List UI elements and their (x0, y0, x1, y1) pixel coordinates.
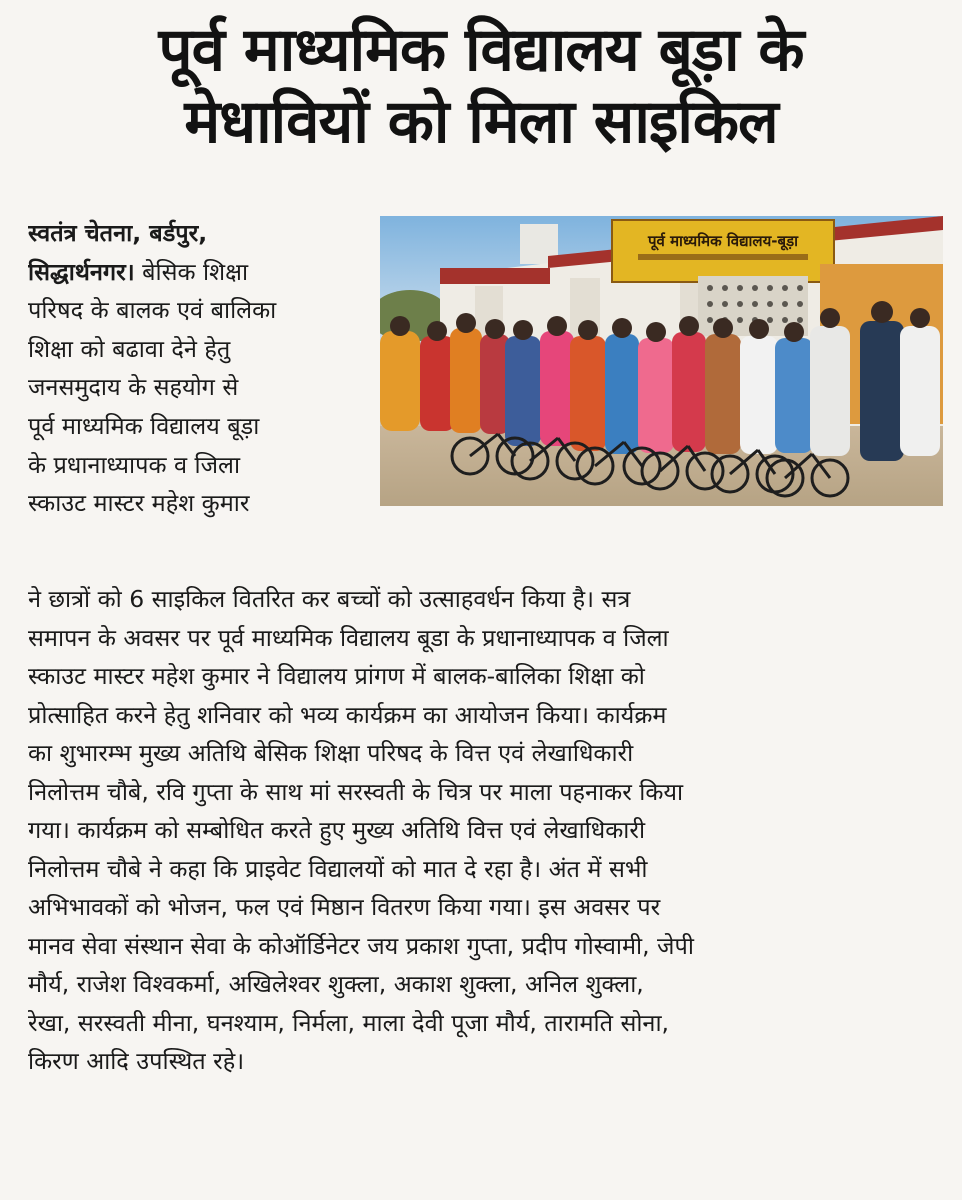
body-line: ने छात्रों को 6 साइकिल वितरित कर बच्चों को उत्साहवर्धन किया है। सत्र (28, 585, 631, 613)
column-line: पूर्व माध्यमिक विद्यालय बूड़ा (28, 411, 260, 440)
article-column-text (28, 214, 368, 523)
headline (14, 14, 948, 158)
school-cycle-distribution-photo (380, 216, 943, 506)
column-line: जनसमुदाय के सहयोग से (28, 373, 239, 402)
headline-line-1: पूर्व माध्यमिक विद्यालय बूड़ा के (158, 15, 804, 85)
body-line: प्रोत्साहित करने हेतु शनिवार को भव्य कार्यक्रम का आयोजन किया। कार्यक्रम (28, 700, 667, 729)
body-line: अभिभावकों को भोजन, फल एवं मिष्ठान वितरण किया गया। इस अवसर पर (28, 893, 661, 921)
byline-line-2 (28, 253, 368, 292)
body-line: समापन के अवसर पर पूर्व माध्यमिक विद्यालय बूडा के प्रधानाध्यापक व जिला (28, 623, 669, 652)
body-line: रेखा, सरस्वती मीना, घनश्याम, निर्मला, माला देवी पूजा मौर्य, तारामति सोना, (28, 1008, 670, 1037)
byline-line-1: स्वतंत्र चेतना, बर्डपुर, (28, 219, 208, 247)
body-line: मानव सेवा संस्थान सेवा के कोऑर्डिनेटर जय प्रकाश गुप्ता, प्रदीप गोस्वामी, जेपी (28, 931, 694, 960)
headline-line-2: मेधावियों को मिला साइकिल (184, 87, 778, 157)
column-line: के प्रधानाध्यापक व जिला (28, 450, 241, 479)
body-line: स्काउट मास्टर महेश कुमार ने विद्यालय प्रांगण में बालक-बालिका शिक्षा को (28, 662, 645, 690)
body-line: मौर्य, राजेश विश्वकर्मा, अखिलेश्वर शुक्ला, अकाश शुक्ला, अनिल शुक्ला, (28, 970, 644, 998)
body-line: निलोत्तम चौबे, रवि गुप्ता के साथ मां सरस्वती के चित्र पर माला पहनाकर किया (28, 777, 684, 806)
body-line: गया। कार्यक्रम को सम्बोधित करते हुए मुख्य अतिथि वित्त एवं लेखाधिकारी (28, 816, 646, 844)
column-line: शिक्षा को बढावा देने हेतु (28, 334, 231, 363)
news-photo (380, 216, 943, 506)
byline-place: सिद्धार्थनगर। (28, 257, 135, 286)
column-line: स्काउट मास्टर महेश कुमार (28, 489, 250, 518)
sign-text: पूर्व माध्यमिक विद्यालय-बूड़ा (647, 232, 799, 250)
body-line: किरण आदि उपस्थित रहे। (28, 1047, 245, 1075)
body-line: का शुभारम्भ मुख्य अतिथि बेसिक शिक्षा परिषद के वित्त एवं लेखाधिकारी (28, 739, 634, 767)
body-line: निलोत्तम चौबे ने कहा कि प्राइवेट विद्यालयों को मात दे रहा है। अंत में सभी (28, 854, 648, 883)
column-line: परिषद के बालक एवं बालिका (28, 296, 277, 325)
article-body-text (28, 580, 948, 1081)
byline-lead: बेसिक शिक्षा (134, 257, 249, 286)
